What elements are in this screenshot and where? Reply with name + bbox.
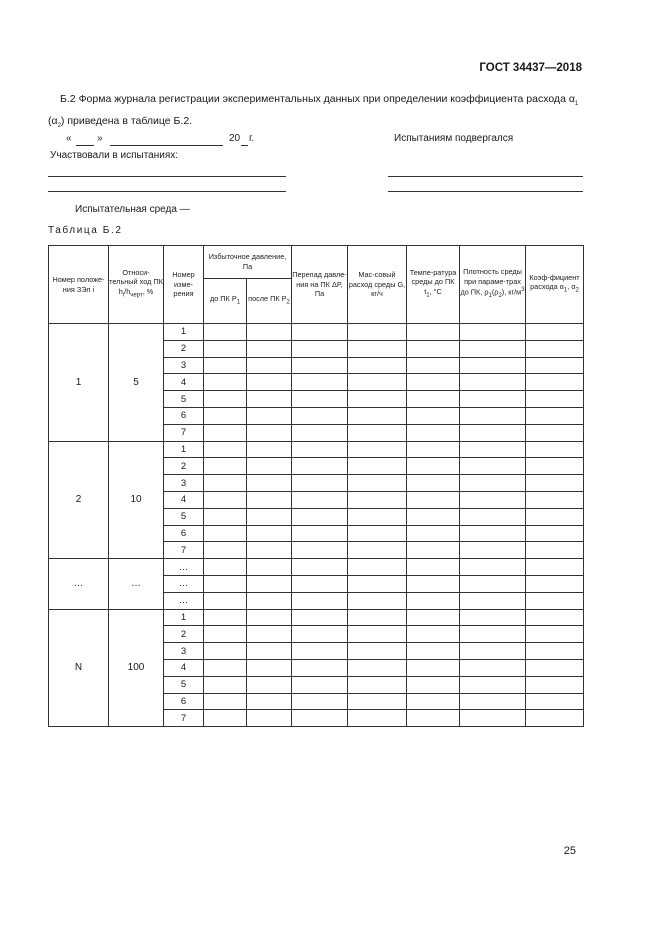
cell-entry[interactable]: [204, 643, 247, 660]
cell-entry[interactable]: [204, 475, 247, 492]
cell-entry[interactable]: [460, 592, 526, 609]
cell-entry[interactable]: [204, 374, 247, 391]
cell-entry[interactable]: [407, 441, 460, 458]
cell-entry[interactable]: [460, 340, 526, 357]
year-suffix: г.: [249, 133, 255, 144]
cell-entry[interactable]: [348, 324, 407, 341]
header-stroke: Относи-тельный ход ПК $h_i/h_{черт}$, %: [109, 246, 164, 324]
cell-entry[interactable]: [204, 592, 247, 609]
cell-entry[interactable]: [247, 357, 292, 374]
cell-entry[interactable]: [292, 357, 348, 374]
cell-entry[interactable]: [407, 559, 460, 576]
cell-entry[interactable]: [292, 542, 348, 559]
cell-entry[interactable]: [247, 575, 292, 592]
cell-entry[interactable]: [526, 475, 584, 492]
cell-position: …: [49, 559, 109, 609]
cell-measurement-number: 7: [164, 424, 204, 441]
cell-entry[interactable]: [292, 458, 348, 475]
intro-paragraph: Б.2 Форма журнала регистрации экспериментальных данных при определении коэффициента расхода $\alpha_1$ $(\alpha_2)$ приведена в таблице Б.2.: [48, 93, 579, 130]
cell-entry[interactable]: [460, 458, 526, 475]
cell-entry[interactable]: [348, 592, 407, 609]
cell-entry[interactable]: [526, 340, 584, 357]
year-field[interactable]: [241, 145, 248, 146]
cell-entry[interactable]: [292, 424, 348, 441]
cell-entry[interactable]: [407, 609, 460, 626]
cell-entry[interactable]: [204, 407, 247, 424]
cell-measurement-number: 5: [164, 508, 204, 525]
cell-entry[interactable]: [526, 693, 584, 710]
cell-entry[interactable]: [526, 676, 584, 693]
cell-entry[interactable]: [247, 441, 292, 458]
cell-stroke: 100: [109, 609, 164, 727]
cell-entry[interactable]: [526, 609, 584, 626]
cell-entry[interactable]: [348, 424, 407, 441]
cell-entry[interactable]: [526, 559, 584, 576]
cell-entry[interactable]: [204, 609, 247, 626]
header-coefficient: Коэф-фициент расхода $\alpha_1$, $\alpha_2$: [526, 246, 584, 324]
cell-entry[interactable]: [407, 626, 460, 643]
header-position: Номер положе-ния ЗЭл i: [49, 246, 109, 324]
cell-entry[interactable]: [204, 357, 247, 374]
cell-measurement-number: 1: [164, 609, 204, 626]
cell-entry[interactable]: [348, 542, 407, 559]
cell-entry[interactable]: [292, 710, 348, 727]
cell-entry[interactable]: [348, 710, 407, 727]
cell-entry[interactable]: [526, 525, 584, 542]
cell-entry[interactable]: [407, 491, 460, 508]
cell-entry[interactable]: [292, 324, 348, 341]
cell-entry[interactable]: [407, 424, 460, 441]
cell-entry[interactable]: [460, 475, 526, 492]
cell-entry[interactable]: [460, 508, 526, 525]
cell-entry[interactable]: [292, 475, 348, 492]
cell-entry[interactable]: [526, 357, 584, 374]
cell-entry[interactable]: [204, 575, 247, 592]
cell-entry[interactable]: [247, 508, 292, 525]
cell-measurement-number: …: [164, 559, 204, 576]
cell-measurement-number: 5: [164, 676, 204, 693]
table-row: [49, 324, 584, 341]
cell-entry[interactable]: [247, 374, 292, 391]
cell-entry[interactable]: [460, 609, 526, 626]
cell-entry[interactable]: [407, 710, 460, 727]
cell-entry[interactable]: [292, 374, 348, 391]
cell-entry[interactable]: [407, 592, 460, 609]
cell-entry[interactable]: [204, 441, 247, 458]
header-mass-flow: Мас-совый расход среды G, кг/ч: [348, 246, 407, 324]
cell-entry[interactable]: [247, 424, 292, 441]
cell-measurement-number: 5: [164, 391, 204, 408]
cell-entry[interactable]: [460, 525, 526, 542]
cell-entry[interactable]: [247, 710, 292, 727]
cell-entry[interactable]: [407, 391, 460, 408]
cell-entry[interactable]: [526, 542, 584, 559]
cell-entry[interactable]: [407, 693, 460, 710]
cell-entry[interactable]: [292, 508, 348, 525]
quote-close: »: [97, 133, 103, 144]
cell-measurement-number: 4: [164, 374, 204, 391]
cell-entry[interactable]: [247, 407, 292, 424]
table-caption: Таблица Б.2: [48, 225, 123, 236]
cell-entry[interactable]: [247, 542, 292, 559]
cell-entry[interactable]: [407, 643, 460, 660]
cell-entry[interactable]: [348, 659, 407, 676]
cell-entry[interactable]: [460, 542, 526, 559]
table-body: [49, 324, 584, 727]
tested-line-2[interactable]: [388, 191, 583, 192]
cell-entry[interactable]: [292, 676, 348, 693]
cell-entry[interactable]: [204, 676, 247, 693]
cell-entry[interactable]: [247, 525, 292, 542]
cell-entry[interactable]: [292, 340, 348, 357]
cell-entry[interactable]: [292, 693, 348, 710]
cell-entry[interactable]: [348, 441, 407, 458]
cell-entry[interactable]: [407, 340, 460, 357]
cell-measurement-number: 1: [164, 324, 204, 341]
cell-entry[interactable]: [407, 508, 460, 525]
cell-entry[interactable]: [348, 357, 407, 374]
cell-entry[interactable]: [460, 424, 526, 441]
cell-stroke: …: [109, 559, 164, 609]
cell-position: 1: [49, 324, 109, 442]
cell-entry[interactable]: [407, 525, 460, 542]
cell-entry[interactable]: [526, 508, 584, 525]
cell-entry[interactable]: [204, 559, 247, 576]
cell-entry[interactable]: [204, 710, 247, 727]
cell-measurement-number: 6: [164, 525, 204, 542]
cell-entry[interactable]: [460, 693, 526, 710]
cell-entry[interactable]: [526, 324, 584, 341]
header-measurement: Номер изме-рения: [164, 246, 204, 324]
cell-entry[interactable]: [348, 340, 407, 357]
cell-entry[interactable]: [247, 676, 292, 693]
cell-entry[interactable]: [247, 391, 292, 408]
cell-entry[interactable]: [204, 424, 247, 441]
cell-entry[interactable]: [348, 374, 407, 391]
cell-entry[interactable]: [348, 693, 407, 710]
cell-entry[interactable]: [247, 609, 292, 626]
cell-entry[interactable]: [348, 475, 407, 492]
month-field[interactable]: [110, 145, 223, 146]
cell-entry[interactable]: [348, 609, 407, 626]
cell-measurement-number: 2: [164, 626, 204, 643]
cell-entry[interactable]: [407, 324, 460, 341]
cell-entry[interactable]: [526, 424, 584, 441]
cell-entry[interactable]: [247, 458, 292, 475]
cell-entry[interactable]: [348, 626, 407, 643]
cell-entry[interactable]: [204, 391, 247, 408]
table-row: [49, 609, 584, 626]
cell-entry[interactable]: [292, 407, 348, 424]
cell-entry[interactable]: [247, 626, 292, 643]
cell-entry[interactable]: [407, 542, 460, 559]
cell-entry[interactable]: [460, 659, 526, 676]
tested-label: Испытаниям подвергался: [394, 133, 514, 144]
cell-measurement-number: 2: [164, 458, 204, 475]
cell-entry[interactable]: [460, 575, 526, 592]
cell-entry[interactable]: [247, 340, 292, 357]
cell-entry[interactable]: [526, 458, 584, 475]
cell-entry[interactable]: [247, 659, 292, 676]
cell-entry[interactable]: [460, 441, 526, 458]
header-temperature: Темпе-ратура среды до ПК $t_1$, °С: [407, 246, 460, 324]
cell-entry[interactable]: [204, 525, 247, 542]
cell-entry[interactable]: [460, 407, 526, 424]
page-number: 25: [563, 845, 576, 857]
cell-entry[interactable]: [204, 491, 247, 508]
cell-entry[interactable]: [247, 559, 292, 576]
cell-entry[interactable]: [348, 525, 407, 542]
cell-entry[interactable]: [204, 508, 247, 525]
cell-measurement-number: 3: [164, 643, 204, 660]
cell-entry[interactable]: [460, 357, 526, 374]
header-before-valve: до ПК $P_1$: [204, 279, 247, 324]
cell-entry[interactable]: [526, 710, 584, 727]
cell-entry[interactable]: [460, 391, 526, 408]
cell-entry[interactable]: [460, 374, 526, 391]
cell-entry[interactable]: [204, 324, 247, 341]
cell-entry[interactable]: [526, 441, 584, 458]
cell-entry[interactable]: [407, 374, 460, 391]
cell-entry[interactable]: [526, 643, 584, 660]
cell-entry[interactable]: [292, 575, 348, 592]
cell-entry[interactable]: [204, 693, 247, 710]
cell-entry[interactable]: [348, 575, 407, 592]
cell-entry[interactable]: [407, 475, 460, 492]
cell-measurement-number: …: [164, 575, 204, 592]
cell-measurement-number: 1: [164, 441, 204, 458]
cell-entry[interactable]: [348, 676, 407, 693]
cell-entry[interactable]: [460, 491, 526, 508]
cell-entry[interactable]: [460, 710, 526, 727]
cell-entry[interactable]: [348, 407, 407, 424]
participants-label: Участвовали в испытаниях:: [50, 150, 179, 161]
cell-entry[interactable]: [292, 643, 348, 660]
cell-measurement-number: 6: [164, 693, 204, 710]
cell-entry[interactable]: [526, 391, 584, 408]
cell-entry[interactable]: [292, 609, 348, 626]
cell-entry[interactable]: [292, 626, 348, 643]
cell-entry[interactable]: [526, 374, 584, 391]
cell-entry[interactable]: [348, 643, 407, 660]
cell-entry[interactable]: [247, 693, 292, 710]
cell-entry[interactable]: [407, 407, 460, 424]
cell-entry[interactable]: [526, 407, 584, 424]
cell-entry[interactable]: [247, 475, 292, 492]
cell-entry[interactable]: [526, 659, 584, 676]
cell-entry[interactable]: [407, 575, 460, 592]
cell-entry[interactable]: [407, 357, 460, 374]
participants-line-1[interactable]: [48, 176, 286, 177]
cell-entry[interactable]: [292, 391, 348, 408]
cell-entry[interactable]: [204, 340, 247, 357]
cell-entry[interactable]: [526, 626, 584, 643]
quote-open: «: [66, 133, 72, 144]
standard-number: ГОСТ 34437—2018: [479, 62, 582, 74]
cell-entry[interactable]: [348, 391, 407, 408]
cell-measurement-number: 2: [164, 340, 204, 357]
cell-entry[interactable]: [292, 659, 348, 676]
cell-entry[interactable]: [460, 676, 526, 693]
cell-entry[interactable]: [292, 525, 348, 542]
cell-measurement-number: 6: [164, 407, 204, 424]
cell-measurement-number: 7: [164, 710, 204, 727]
cell-entry[interactable]: [204, 458, 247, 475]
header-pressure-drop: Перепад давле-ния на ПК ΔP, Па: [292, 246, 348, 324]
cell-entry[interactable]: [292, 592, 348, 609]
table-row: [49, 559, 584, 576]
cell-entry[interactable]: [292, 491, 348, 508]
cell-entry[interactable]: [204, 626, 247, 643]
cell-entry[interactable]: [292, 441, 348, 458]
cell-entry[interactable]: [526, 575, 584, 592]
cell-entry[interactable]: [407, 659, 460, 676]
cell-entry[interactable]: [460, 559, 526, 576]
cell-entry[interactable]: [348, 559, 407, 576]
cell-entry[interactable]: [247, 643, 292, 660]
header-after-valve: после ПК $P_2$: [247, 279, 292, 324]
cell-entry[interactable]: [204, 542, 247, 559]
participants-line-2[interactable]: [48, 191, 286, 192]
cell-entry[interactable]: [247, 491, 292, 508]
cell-measurement-number: 3: [164, 475, 204, 492]
cell-entry[interactable]: [460, 643, 526, 660]
cell-stroke: 10: [109, 441, 164, 559]
cell-entry[interactable]: [526, 592, 584, 609]
year-prefix: 20: [229, 133, 241, 144]
cell-entry[interactable]: [204, 659, 247, 676]
cell-entry[interactable]: [348, 508, 407, 525]
cell-entry[interactable]: [292, 559, 348, 576]
cell-measurement-number: 4: [164, 491, 204, 508]
header-density: Плотность среды при параме-трах до ПК, $\rho_1(\rho_2)$, $кг/м^3$: [460, 246, 526, 324]
cell-entry[interactable]: [526, 491, 584, 508]
data-table: [48, 245, 584, 727]
cell-measurement-number: 3: [164, 357, 204, 374]
cell-measurement-number: 7: [164, 542, 204, 559]
cell-entry[interactable]: [247, 324, 292, 341]
cell-entry[interactable]: [348, 491, 407, 508]
cell-entry[interactable]: [407, 458, 460, 475]
cell-entry[interactable]: [460, 626, 526, 643]
cell-entry[interactable]: [247, 592, 292, 609]
header-excess-pressure: Избыточное давление, Па: [204, 246, 292, 279]
tested-line-1[interactable]: [388, 176, 583, 177]
medium-label: Испытательная среда —: [75, 204, 190, 215]
cell-entry[interactable]: [348, 458, 407, 475]
table-row: [49, 441, 584, 458]
cell-measurement-number: 4: [164, 659, 204, 676]
cell-entry[interactable]: [407, 676, 460, 693]
cell-stroke: 5: [109, 324, 164, 442]
cell-measurement-number: …: [164, 592, 204, 609]
cell-position: 2: [49, 441, 109, 559]
day-field[interactable]: [76, 145, 94, 146]
cell-position: N: [49, 609, 109, 727]
cell-entry[interactable]: [460, 324, 526, 341]
